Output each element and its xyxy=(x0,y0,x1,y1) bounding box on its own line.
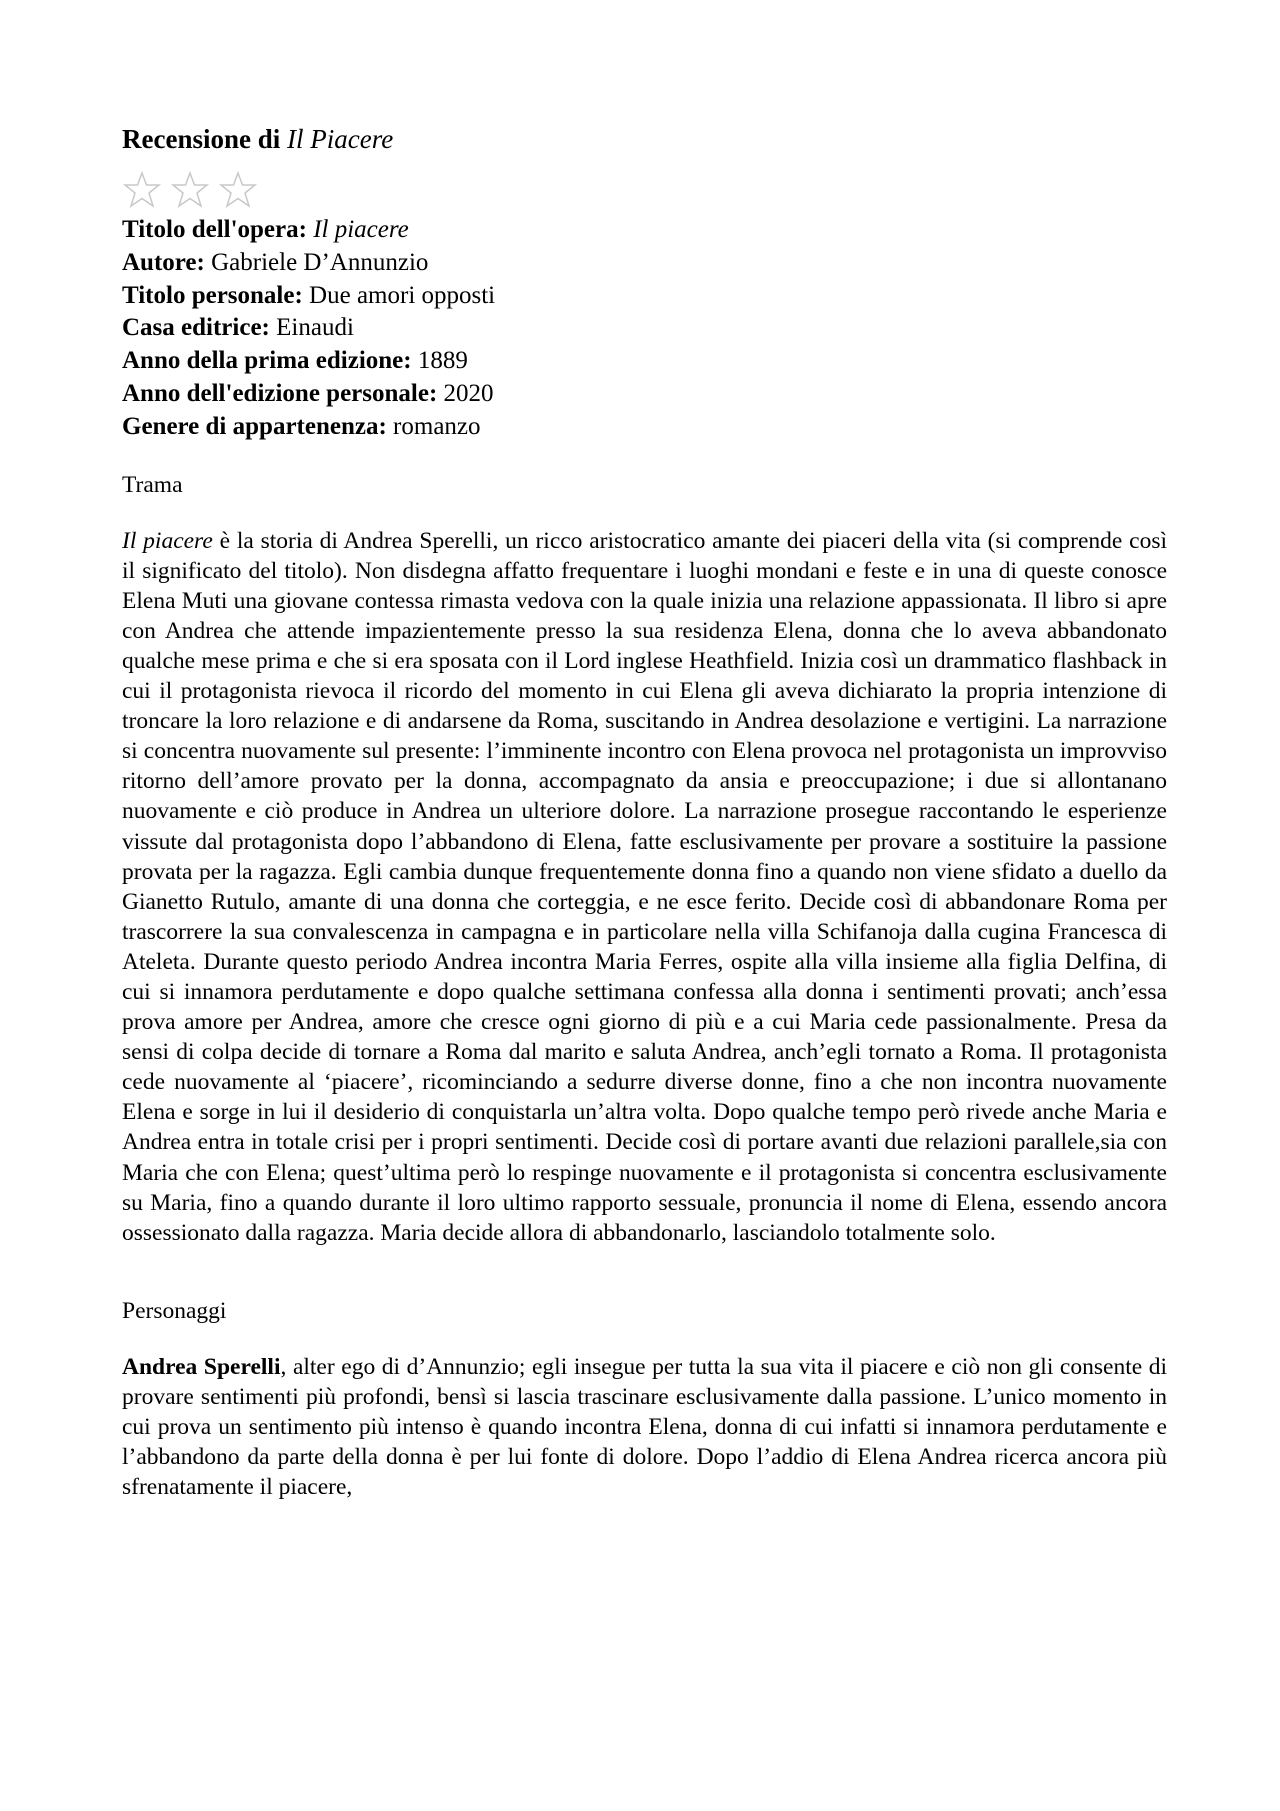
personaggi-heading: Personaggi xyxy=(122,1297,227,1324)
info-value: Due amori opposti xyxy=(309,281,496,309)
info-value: Gabriele D’Annunzio xyxy=(211,248,429,276)
info-publisher xyxy=(122,312,1167,345)
info-value: 2020 xyxy=(443,379,494,407)
trama-lead: Il piacere xyxy=(122,527,213,554)
trama-text: è la storia di Andrea Sperelli, un ricco aristocratico amante dei piaceri della vita (si comprende così il significato del titolo). Non disdegna affatto frequentare i luoghi mondani e feste e in una di queste conosce Elena Muti una giovane contessa rimasta vedova con la quale inizia una relazione appassionata. Il libro si apre con Andrea che attende impazientemente presso la sua residenza Elena, donna che lo aveva abbandonato qualche mese prima e che si era sposata con il Lord inglese Heathfield. Inizia così un drammatico flashback in cui il protagonista rievoca il ricordo del momento in cui Elena gli aveva dichiarato la propria intenzione di troncare la loro relazione e di andarsene da Roma, suscitando in Andrea desolazione e vertigini. La narrazione si concentra nuovamente sul presente: l’imminente incontro con Elena provoca nel protagonista un improvviso ritorno dell’amore provato per la donna, accompagnato da ansia e preoccupazione; i due si allontanano nuovamente e ciò produce in Andrea un ulteriore dolore. La narrazione prosegue raccontando le esperienze vissute dal protagonista dopo l’abbandono di Elena, fatte esclusivamente per provare a sostituire la passione provata per la ragazza. Egli cambia dunque frequentemente donna fino a quando non viene sfidato a duello da Gianetto Rutulo, amante di una donna che corteggia, e ne esce ferito. Decide così di abbandonare Roma per trascorrere la sua convalescenza in campagna e in particolare nella villa Schifanoja dalla cugina Francesca di Ateleta. Durante questo periodo Andrea incontra Maria Ferres, ospite alla villa insieme alla figlia Delfina, di cui si innamora perdutamente e dopo qualche settimana confessa alla donna i sentimenti provati; anch’essa prova amore per Andrea, amore che cresce ogni giorno di più e a cui Maria cede passionalmente. Presa da sensi di colpa decide di tornare a Roma dal marito e saluta Andrea, anch’egli tornato a Roma. Il protagonista cede nuovamente al ‘piacere’, ricominciando a sedurre diverse donne, fino a che non incontra nuovamente Elena e sorge in lui il desiderio di conquistarla un’altra volta. Dopo qualche tempo però rivede anche Maria e Andrea entra in totale crisi per i propri sentimenti. Decide così di portare avanti due relazioni parallele,sia con Maria che con Elena; quest’ultima però lo respinge nuovamente e il protagonista si concentra esclusivamente su Maria, fino a quando durante il loro ultimo rapporto sessuale, pronuncia il nome di Elena, essendo ancora ossessionato dalla ragazza. Maria decide allora di abbandonarlo, lasciandolo totalmente solo. xyxy=(122,527,1167,1246)
star-empty-icon xyxy=(218,170,258,214)
info-label: Genere di appartenenza: xyxy=(122,412,387,440)
book-info-list xyxy=(122,214,1167,444)
info-first-edition xyxy=(122,345,1167,378)
info-label: Titolo dell'opera: xyxy=(122,216,307,243)
personaggi-text: , alter ego di d’Annunzio; egli insegue per tutta la sua vita il piacere e ciò non gli consente di provare sentimenti più profondi, bensì si lascia trascinare esclusivamente dalla passione. L’unico momento in cui prova un sentimento più intenso è quando incontra Elena, donna di cui infatti si innamora perdutamente e l’abbandono da parte della donna è per lui fonte di dolore. Dopo l’addio di Elena Andrea ricerca ancora più sfrenatamente il piacere, xyxy=(122,1353,1168,1501)
page-title xyxy=(122,122,1167,156)
info-label: Titolo personale: xyxy=(122,281,303,309)
title-prefix: Recensione di xyxy=(122,124,281,154)
trama-paragraph xyxy=(122,526,1167,1248)
info-value: Il piacere xyxy=(313,216,409,243)
info-label: Anno dell'edizione personale: xyxy=(122,379,438,407)
info-label: Anno della prima edizione: xyxy=(122,347,412,375)
star-rating xyxy=(122,170,1167,214)
personaggi-paragraph xyxy=(122,1352,1167,1502)
info-value: 1889 xyxy=(417,347,468,375)
personaggi-lead: Andrea Sperelli xyxy=(122,1353,281,1380)
title-book-name: Il Piacere xyxy=(287,124,394,154)
info-value: romanzo xyxy=(393,412,481,440)
info-title xyxy=(122,214,1167,247)
info-value: Einaudi xyxy=(276,314,354,342)
info-genre xyxy=(122,411,1167,444)
info-label: Casa editrice: xyxy=(122,314,270,342)
document-content xyxy=(122,122,1167,1526)
info-personal-edition xyxy=(122,378,1167,411)
info-label: Autore: xyxy=(122,248,205,276)
trama-heading: Trama xyxy=(122,471,183,498)
star-empty-icon xyxy=(122,170,162,214)
info-personal-title xyxy=(122,280,1167,313)
star-empty-icon xyxy=(170,170,210,214)
info-author xyxy=(122,247,1167,280)
